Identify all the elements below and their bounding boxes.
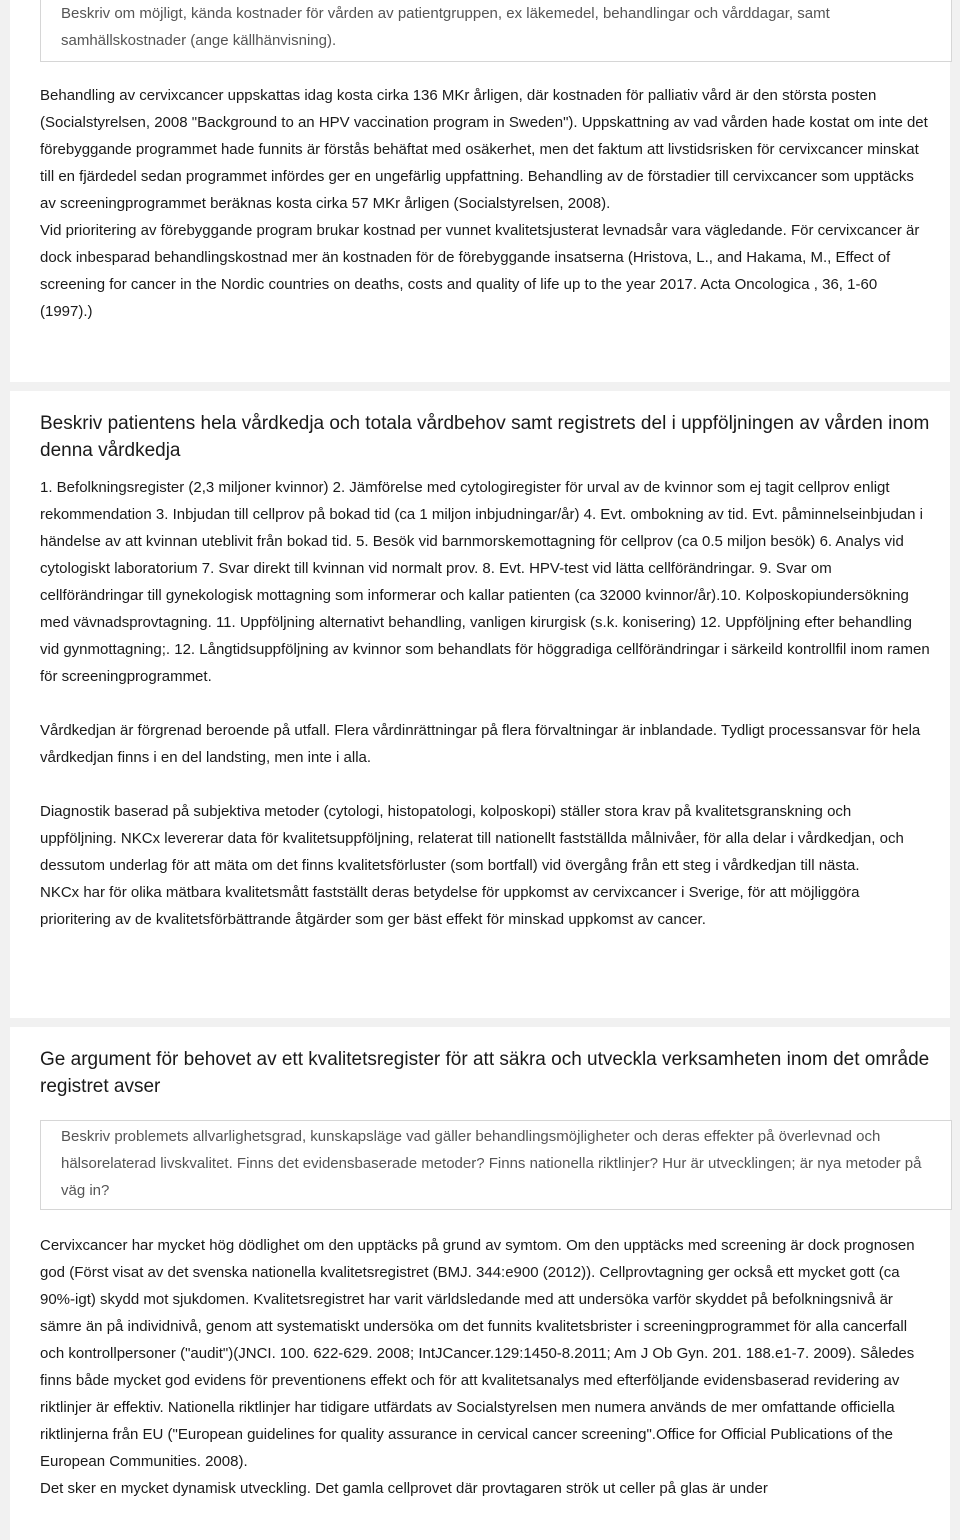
registry-paragraph-2: Det sker en mycket dynamisk utveckling. Det gamla cellprovet där provtagaren strök ut celler på glas är under <box>40 1480 768 1497</box>
page-right-margin <box>950 0 960 1540</box>
cost-paragraph-2: Vid prioritering av förebyggande program brukar kostnad per vunnet kvalitetsjusterat levnadsår vara vägledande. För cervixcancer är dock inbesparad behandlingskostnad mer än kostnaden för de förebyggande insatserna (Hristova, L., and Hakama, M., Effect of screening for cancer in the Nordic countries on deaths, costs and quality of life up to the year 2017. Acta Oncologica , 36, 1-60 (1997).) <box>40 222 920 320</box>
registry-paragraph-1: Cervixcancer har mycket hög dödlighet om den upptäcks på grund av symtom. Om den upptäcks med screening är dock prognosen god (Först visat av det svenska nationella kvalitetsregistret (BMJ. 344:e900 (2012)). Cellprovtagning ger också ett mycket gott (ca 90%-igt) skydd mot sjukdomen. Kvalitetsregistret har varit världsledande med att undersöka varför skyddet på befolkningsnivå är sämre än på individnivå, genom att systematiskt undersöka om det funnits kvalitetsbrister i screeningprogrammet för alla cancerfall och kontrollpersoner ("audit")(JNCI. 100. 622-629. 2008; IntJCancer.129:1450-8.2011; Am J Ob Gyn. 201. 188.e1-7. 2009). Således finns både mycket god evidens för preventionens effekt och för att kvalitetsanalys med efterföljande evidensbaserad revidering av riktlinjer är effektiv. Nationella riktlinjer har tidigare utfärdats av Socialstyrelsen men numera används de mer omfattande officiella riktlinjerna från EU ("European guidelines for quality assurance in cervical cancer screening".Office for Official Publications of the European Communities. 2008). <box>40 1237 915 1470</box>
section-divider-2 <box>10 1018 950 1027</box>
cost-paragraph-1: Behandling av cervixcancer uppskattas idag kosta cirka 136 MKr årligen, där kostnaden för palliativ vård är den största posten (Socialstyrelsen, 2008 "Background to an HPV vaccination program in Sweden"). Uppskattning av vad vården hade kostat om inte det förebyggande programmet hade funnits är förstås behäftat med osäkerhet, men det faktum att livstidsrisken för cervixcancer minskat till en fjärdedel sedan programmet infördes ger en ungefärlig uppfattning. Behandling av de förstadier till cervixcancer som upptäcks av screeningprogrammet beräknas kosta cirka 57 MKr årligen (Socialstyrelsen, 2008). <box>40 87 928 212</box>
registry-argument-heading: Ge argument för behovet av ett kvalitetsregister för att säkra och utveckla verksamheten inom det område registret avser <box>40 1049 930 1097</box>
care-chain-paragraph-3: Diagnostik baserad på subjektiva metoder (cytologi, histopatologi, kolposkopi) ställer stora krav på kvalitetsgranskning och uppföljning. NKCx levererar data för kvalitetsuppföljning, relaterat till nationellt fastställda målnivåer, för alla delar i vårdkedjan, och dessutom underlag för att mäta om det finns kvalitetsförluster (som bortfall) vid övergång från ett steg i vårdkedjan till nästa. <box>40 803 904 874</box>
page-left-margin <box>0 0 10 1540</box>
cost-answer-text <box>40 82 932 325</box>
registry-answer-text <box>40 1232 932 1502</box>
cost-hint-text: Beskriv om möjligt, kända kostnader för vården av patientgruppen, ex läkemedel, behandlingar och vårddagar, samt samhällskostnader (ange källhänvisning). <box>61 5 830 49</box>
care-chain-heading: Beskriv patientens hela vårdkedja och totala vårdbehov samt registrets del i uppföljningen av vården inom denna vårdkedja <box>40 413 930 461</box>
registry-hint-text: Beskriv problemets allvarlighetsgrad, kunskapsläge vad gäller behandlingsmöjligheter och deras effekter på överlevnad och hälsorelaterad livskvalitet. Finns det evidensbaserade metoder? Finns nationella riktlinjer? Hur är utvecklingen; är nya metoder på väg in? <box>61 1128 922 1199</box>
care-chain-paragraph-4: NKCx har för olika mätbara kvalitetsmått fastställt deras betydelse för uppkomst av cervixcancer i Sverige, för att möjliggöra prioritering av de kvalitetsförbättrande åtgärder som ger bäst effekt för minskad uppkomst av cancer. <box>40 884 860 928</box>
cost-hint-box <box>40 0 952 62</box>
care-chain-paragraph-1: 1. Befolkningsregister (2,3 miljoner kvinnor) 2. Jämförelse med cytologiregister för urval av de kvinnor som ej tagit cellprov enligt rekommendation 3. Inbjudan till cellprov på bokad tid (ca 1 miljon inbjudningar/år) 4. Evt. ombokning av tid. Evt. påminnelseinbjudan i händelse av att kvinnan uteblivit från bokad tid. 5. Besök vid barnmorskemottagning för cellprov (ca 0.5 miljon besök) 6. Analys vid cytologiskt laboratorium 7. Svar direkt till kvinnan vid normalt prov. 8. Evt. HPV-test vid lätta cellförändringar. 9. Svar om cellförändringar till gynekologisk mottagning som informerar och kallar patienten (ca 32000 kvinnor/år).10. Kolposkopiundersökning med vävnadsprovtagning. 11. Uppföljning alternativt behandling, vanligen kirurgisk (s.k. konisering) 12. Uppföljning efter behandling vid gynmottagning;. 12. Långtidsuppföljning av kvinnor som behandlats för höggradiga cellförändringar i särkeild kontrollfil inom ramen för screeningprogrammet. <box>40 479 930 685</box>
care-chain-paragraph-2: Vårdkedjan är förgrenad beroende på utfall. Flera vårdinrättningar på flera förvaltningar är inblandade. Tydligt processansvar för hela vårdkedjan finns i en del landsting, men inte i alla. <box>40 722 921 766</box>
section-divider-1 <box>10 382 950 391</box>
care-chain-answer-text <box>40 474 932 933</box>
registry-hint-box <box>40 1120 952 1210</box>
